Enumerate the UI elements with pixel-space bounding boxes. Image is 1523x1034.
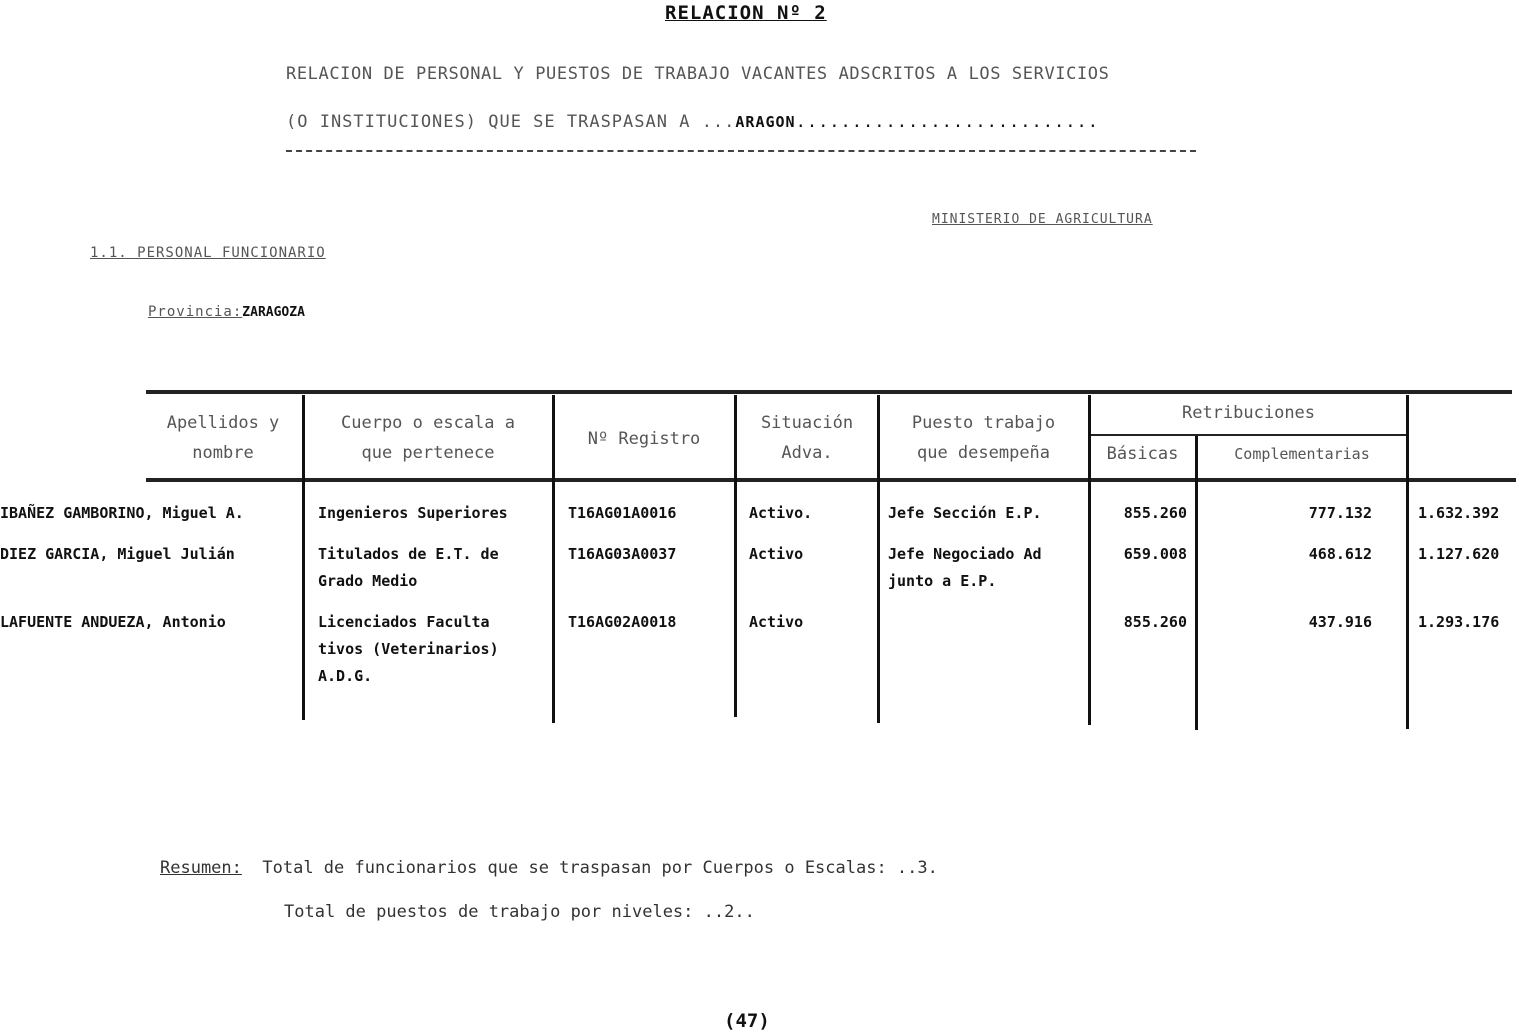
col-divider-6 (1195, 436, 1198, 730)
heading-line-1: RELACION DE PERSONAL Y PUESTOS DE TRABAJO VACANTES ADSCRITOS A LOS SERVICIOS (286, 64, 1110, 84)
page-number: (47) (724, 1010, 770, 1032)
header-situacion: Situación Adva. (760, 413, 854, 463)
summary-funcionarios: Total de funcionarios que se traspasan por Cuerpos o Escalas: ..3. (262, 858, 938, 878)
retribuciones-rule (1090, 434, 1408, 436)
heading-destination: ARAGON (735, 113, 796, 131)
header-puesto: Puesto trabajo que desempeña (911, 413, 1056, 463)
cell-name: LAFUENTE ANDUEZA, Antonio (0, 613, 226, 631)
summary-puestos: Total de puestos de trabajo por niveles: ..2.. (284, 902, 755, 922)
summary-line-1 (160, 858, 938, 878)
heading-line-2 (286, 112, 1099, 132)
cell-registro: T16AG03A0037 (568, 545, 677, 563)
province-value: ZARAGOZA (242, 305, 305, 320)
heading-line-2-prefix: (O INSTITUCIONES) QUE SE TRASPASAN A ... (286, 112, 736, 132)
heading-underline (286, 150, 1196, 152)
heading-dots: ........................... (795, 112, 1099, 132)
province-line (148, 304, 305, 320)
cell-registro: T16AG02A0018 (568, 613, 677, 631)
cell-cuerpo: Titulados de E.T. de Grado Medio (318, 545, 499, 590)
cell-basicas: 855.260 (1123, 504, 1187, 522)
cell-complementarias: 437.916 (1308, 613, 1372, 631)
cell-puesto: Jefe Sección E.P. (888, 504, 1042, 522)
col-divider-7 (1406, 395, 1409, 729)
header-name: Apellidos y nombre (166, 413, 280, 463)
header-basicas: Básicas (1106, 444, 1179, 464)
cell-total: 1.293.176 (1418, 613, 1500, 631)
header-complementarias: Complementarias (1234, 445, 1370, 463)
ministry-label: MINISTERIO DE AGRICULTURA (932, 212, 1153, 227)
cell-situacion: Activo (749, 613, 804, 631)
cell-registro: T16AG01A0016 (568, 504, 677, 522)
cell-name: IBAÑEZ GAMBORINO, Miguel A. (0, 504, 244, 522)
cell-basicas: 855.260 (1123, 613, 1187, 631)
cell-situacion: Activo (749, 545, 804, 563)
cell-situacion: Activo. (749, 504, 813, 522)
cell-complementarias: 468.612 (1308, 545, 1372, 563)
header-cuerpo: Cuerpo o escala a que pertenece (341, 413, 515, 463)
table-top-rule (146, 390, 1512, 394)
cell-total: 1.127.620 (1418, 545, 1500, 563)
header-registro: Nº Registro (587, 429, 701, 449)
cell-complementarias: 777.132 (1308, 504, 1372, 522)
cell-name: DIEZ GARCIA, Miguel Julián (0, 545, 235, 563)
document-title: RELACION Nº 2 (665, 2, 827, 24)
table-header-rule (146, 478, 1516, 482)
summary-label: Resumen: (160, 858, 242, 878)
cell-total: 1.632.392 (1418, 504, 1500, 522)
section-label: 1.1. PERSONAL FUNCIONARIO (90, 245, 326, 261)
cell-cuerpo: Licenciados Faculta tivos (Veterinarios) A.D.G. (318, 613, 499, 685)
cell-basicas: 659.008 (1123, 545, 1187, 563)
province-label: Provincia: (148, 304, 243, 320)
cell-puesto: Jefe Negociado Ad junto a E.P. (888, 545, 1042, 590)
cell-cuerpo: Ingenieros Superiores (318, 504, 508, 522)
header-retribuciones: Retribuciones (1181, 403, 1316, 423)
